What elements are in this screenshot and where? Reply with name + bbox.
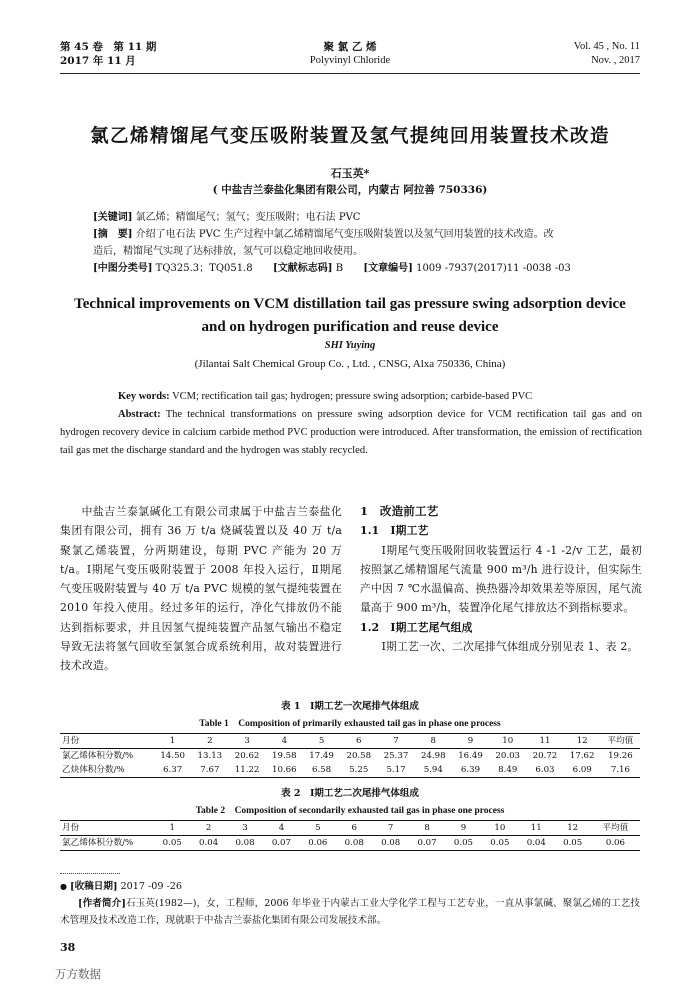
- table-cell: 7.67: [191, 763, 228, 778]
- header-left: [60, 40, 156, 68]
- article-no-label: [文章编号]: [363, 263, 413, 274]
- column-header: 2: [190, 821, 226, 836]
- table-cell: 7.16: [601, 763, 640, 778]
- table-cell: 19.26: [608, 751, 633, 761]
- column-header: 平均值: [591, 821, 640, 836]
- abstract-cn-line1: [93, 227, 633, 243]
- table-cell: 0.06: [300, 836, 336, 851]
- table-header-row: [60, 734, 640, 749]
- column-header: 8: [415, 734, 452, 749]
- table-cell: 0.07: [263, 836, 299, 851]
- clc-value: TQ325.3；TQ051.8: [155, 263, 253, 274]
- table2: [60, 820, 640, 851]
- table-cell: 13.13: [197, 751, 223, 761]
- table-cell: 6.37: [154, 763, 191, 778]
- table-header-row: [60, 821, 640, 836]
- keywords-cn: [93, 210, 613, 226]
- table-cell: 0.04: [518, 836, 554, 851]
- doc-code-value: B: [335, 263, 344, 274]
- table-row: [60, 836, 640, 851]
- received-line: ● [收稿日期] 2017 -09 -26: [60, 881, 182, 892]
- column-header: 11: [518, 821, 554, 836]
- table1-caption-cn: 表 1 Ⅰ期工艺一次尾排气体组成: [281, 701, 419, 712]
- table-cell: 5.25: [340, 763, 377, 778]
- table1: [60, 733, 640, 778]
- bio-label: [作者简介]: [78, 898, 126, 909]
- table-cell: 10.66: [266, 763, 303, 778]
- abstract-cn-text2: 造后，精馏尾气实现了达标排放，氢气可以稳定地回收使用。: [93, 246, 363, 257]
- section-1-1-paragraph: Ⅰ期尾气变压吸附回收装置运行 4 -1 -2/v 工艺，最初按照氯乙烯精馏尾气流量 900 m³/h 进行设计，但实际生产中因 7 ℃水温偏高、换热器冷却效果差等原因，尾气流量高于 900 m³/h，装置净化尾气排放达不到指标要求。: [360, 543, 642, 615]
- row-label: 氯乙烯体积分数/%: [62, 751, 134, 761]
- section-1-heading: 1 改造前工艺: [360, 504, 439, 518]
- table-cell: 0.06: [591, 836, 640, 851]
- keywords-en: [118, 388, 643, 406]
- date-cn: 2017 年 11 月: [60, 55, 136, 67]
- keywords-en-text: VCM; rectification tail gas; hydrogen; pressure swing adsorption; carbide-based PVC: [172, 391, 533, 402]
- table1-caption-en: Table 1 Composition of primarily exhausted tail gas in phase one process: [199, 719, 501, 729]
- column-header: 8: [409, 821, 445, 836]
- bio-line: [60, 895, 640, 929]
- abstract-en: [60, 406, 642, 461]
- header-right: [574, 40, 640, 68]
- table-cell: 0.05: [482, 836, 518, 851]
- table2-caption-cn: 表 2 Ⅰ期工艺二次尾排气体组成: [281, 788, 419, 799]
- column-header: 6: [336, 821, 372, 836]
- column-header: 9: [445, 821, 481, 836]
- abstract-cn-label: [摘 要]: [93, 229, 133, 240]
- table-cell: 5.94: [415, 763, 452, 778]
- abstract-en-label: Abstract:: [118, 409, 161, 420]
- body-left-column: [60, 502, 342, 676]
- section-1-1-heading: 1.1 Ⅰ期工艺: [360, 524, 429, 538]
- doc-code-label: [文献标志码]: [273, 263, 333, 274]
- column-header: 4: [266, 734, 303, 749]
- table-cell: 20.72: [532, 751, 558, 761]
- table-cell: 20.62: [234, 751, 260, 761]
- table-cell: 24.98: [420, 751, 446, 761]
- table-cell: 0.04: [190, 836, 226, 851]
- journal-en: Polyvinyl Chloride: [309, 55, 391, 66]
- column-header: 3: [228, 734, 265, 749]
- table-cell: 0.08: [227, 836, 263, 851]
- section-1-2-heading: 1.2 Ⅰ期工艺尾气组成: [360, 620, 473, 634]
- table-cell: 8.49: [489, 763, 526, 778]
- column-header: 平均值: [601, 734, 640, 749]
- column-header: 1: [154, 821, 190, 836]
- table-cell: 19.58: [272, 751, 297, 761]
- table-cell: 5.17: [377, 763, 414, 778]
- volume-cn: 第 45 卷 第 11 期: [60, 41, 157, 53]
- keywords-cn-label: [关键词]: [93, 212, 133, 223]
- column-header: 12: [554, 821, 590, 836]
- keywords-en-label: Key words:: [118, 391, 170, 402]
- table-cell: 6.03: [526, 763, 563, 778]
- table2-caption-en: Table 2 Composition of secondarily exhausted tail gas in phase one process: [195, 806, 505, 816]
- column-header: 10: [482, 821, 518, 836]
- table-cell: 6.58: [303, 763, 340, 778]
- page-number: 38: [60, 941, 76, 954]
- column-header: 5: [303, 734, 340, 749]
- column-header: 7: [372, 821, 408, 836]
- column-header: 3: [227, 821, 263, 836]
- column-header: 2: [191, 734, 228, 749]
- intro-paragraph: 中盐吉兰泰氯碱化工有限公司隶属于中盐吉兰泰盐化集团有限公司，拥有 36 万 t/a 烧碱装置以及 40 万 t/a 聚氯乙烯装置，分两期建设，每期 PVC 产能为 20 万 t/a。Ⅰ期尾气变压吸附装置于 2008 年投入运行，Ⅱ期尾气变压吸附装置与 40 万 t/a PVC 规模的氢气提纯装置在 2010 年投入使用。经过多年的运行，净化气排放仍不能达到指标要求，并且因氢气提纯装置产品氢气输出不稳定导致无法将氢气回收至氯氢合成系统利用，故对装置进行技术改造。: [60, 505, 342, 673]
- table-cell: 17.49: [309, 751, 334, 761]
- keywords-cn-text: 氯乙烯；精馏尾气；氢气；变压吸附；电石法 PVC: [135, 212, 361, 223]
- row-label: 氯乙烯体积分数/%: [60, 836, 154, 851]
- received-label: [收稿日期]: [70, 881, 118, 892]
- section-1-2-paragraph: Ⅰ期工艺一次、二次尾排气体组成分别见表 1、表 2。: [381, 640, 639, 654]
- table-cell: 20.03: [495, 751, 521, 761]
- table-cell: 6.09: [564, 763, 601, 778]
- bio-text: 石玉英(1982—)，女，工程师，2006 年毕业于内蒙古工业大学化学工程与工艺专业，一直从事氯碱、聚氯乙烯的工艺技术管理及技术改造工作，现就职于中盐吉兰泰盐化集团有限公司发展技术部。: [60, 898, 640, 926]
- table-cell: 6.39: [452, 763, 489, 778]
- column-header: 12: [564, 734, 601, 749]
- column-header: 6: [340, 734, 377, 749]
- table-cell: 0.05: [154, 836, 190, 851]
- author-cn-line: [0, 165, 700, 181]
- abstract-cn-text1: 介绍了电石法 PVC 生产过程中氯乙烯精馏尾气变压吸附装置以及氢气回用装置的技术改造。改: [135, 229, 554, 240]
- table-cell: 16.49: [458, 751, 483, 761]
- date-en: Nov. , 2017: [591, 55, 640, 66]
- article-no-value: 1009 -7937(2017)11 -0038 -03: [416, 263, 571, 274]
- table-cell: 14.50: [160, 751, 185, 761]
- volume-en: Vol. 45 , No. 11: [573, 41, 640, 52]
- title-cn: 氯乙烯精馏尾气变压吸附装置及氢气提纯回用装置技术改造: [89, 126, 610, 147]
- column-header-month: 月份: [60, 734, 154, 749]
- body-right-column: [360, 502, 642, 656]
- table-cell: 11.22: [228, 763, 265, 778]
- column-header: 1: [154, 734, 191, 749]
- header-rule: [60, 73, 640, 74]
- affiliation-cn: ( 中盐吉兰泰盐化集团有限公司，内蒙古 阿拉善 750336): [212, 184, 488, 196]
- column-header: 10: [489, 734, 526, 749]
- column-header: 11: [526, 734, 563, 749]
- footnote-rule: [60, 873, 120, 874]
- title-en-line1: Technical improvements on VCM distillation tail gas pressure swing adsorption device: [74, 296, 626, 312]
- table-cell: 0.05: [445, 836, 481, 851]
- row-label: 乙炔体积分数/%: [60, 763, 154, 778]
- table-cell: 25.37: [383, 751, 409, 761]
- table-cell: 17.62: [569, 751, 595, 761]
- clc-label: [中图分类号]: [93, 263, 153, 274]
- column-header: 9: [452, 734, 489, 749]
- table-cell: 0.07: [409, 836, 445, 851]
- author-en: SHI Yuying: [324, 340, 376, 351]
- table-cell: 0.08: [336, 836, 372, 851]
- table-row: [60, 763, 640, 778]
- title-en: [0, 293, 700, 339]
- column-header-month: 月份: [60, 821, 154, 836]
- table-cell: 20.58: [346, 751, 372, 761]
- journal-cn: 聚 氯 乙 烯: [323, 41, 377, 53]
- table-cell: 0.08: [372, 836, 408, 851]
- column-header: 7: [377, 734, 414, 749]
- table-cell: 0.05: [554, 836, 590, 851]
- column-header: 5: [300, 821, 336, 836]
- table-row: [60, 749, 640, 764]
- classification: [93, 261, 633, 277]
- header-center: [250, 40, 450, 68]
- affiliation-en: (Jilantai Salt Chemical Group Co. , Ltd. , CNSG, Alxa 750336, China): [194, 358, 506, 370]
- title-en-line2: and on hydrogen purification and reuse device: [201, 319, 499, 335]
- watermark: 万方数据: [55, 967, 101, 981]
- author-mark: *: [363, 167, 370, 180]
- column-header: 4: [263, 821, 299, 836]
- author-cn: 石玉英: [330, 167, 364, 180]
- received-value: 2017 -09 -26: [120, 881, 182, 892]
- footnote: [60, 878, 640, 929]
- abstract-en-text: The technical transformations on pressure swing adsorption device for VCM rectification tail gas and on hydrogen recovery device in calcium carbide method PVC production were introduced. After transformation, the emission of rectification tail gas met the discharge standard and the hydrogen was stably recycled.: [60, 409, 642, 457]
